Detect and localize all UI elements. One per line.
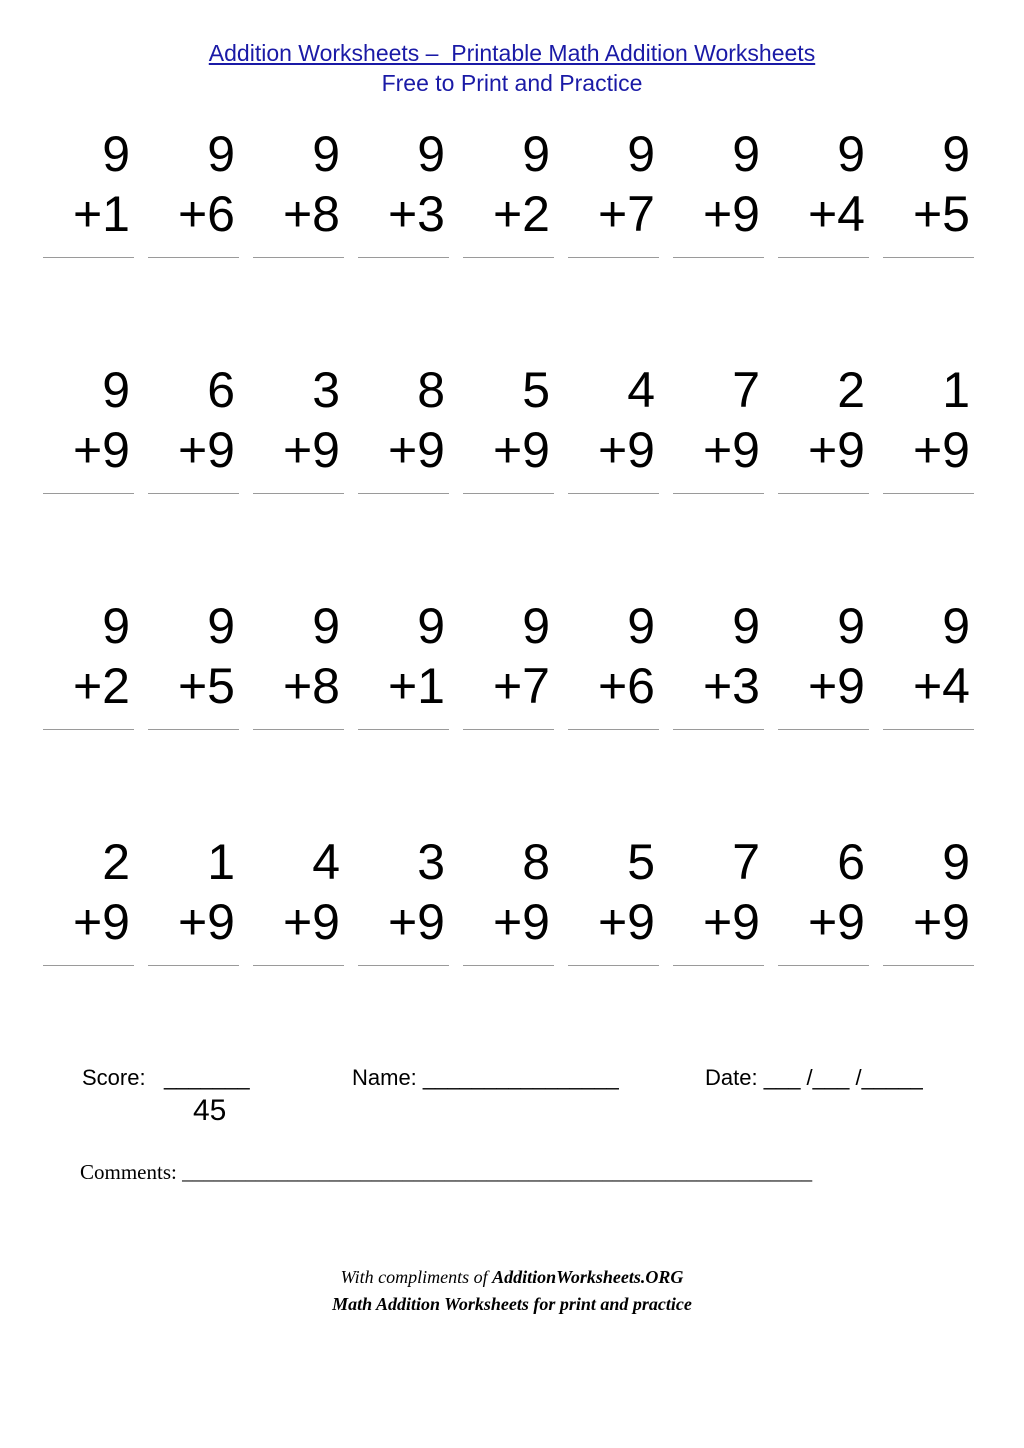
- problem-top-number: 9: [522, 598, 550, 654]
- problem-bottom-number: +8: [282, 658, 340, 714]
- problem-top-number: 6: [837, 834, 865, 890]
- addition-problem: [148, 832, 239, 1068]
- addition-problem: [673, 360, 764, 596]
- answer-line[interactable]: [148, 493, 239, 494]
- date-field: [705, 1063, 923, 1093]
- addition-problem: [253, 360, 344, 596]
- problem-bottom-number: +9: [72, 894, 130, 950]
- comments-blank: ____________________________________________________________: [182, 1160, 813, 1184]
- comments-field: [80, 1157, 812, 1187]
- problem-top-number: 9: [837, 126, 865, 182]
- date-blank: ___ /___ /_____: [763, 1065, 923, 1090]
- answer-line[interactable]: [358, 729, 449, 730]
- problem-top-number: 1: [942, 362, 970, 418]
- addition-problem: [883, 124, 974, 360]
- answer-line[interactable]: [673, 257, 764, 258]
- answer-line[interactable]: [358, 965, 449, 966]
- problem-row: [43, 360, 977, 596]
- date-label: Date:: [705, 1065, 758, 1090]
- addition-problem: [253, 124, 344, 360]
- problem-top-number: 9: [627, 598, 655, 654]
- addition-problem: [778, 360, 869, 596]
- answer-line[interactable]: [43, 493, 134, 494]
- worksheet-header: [0, 38, 1024, 98]
- addition-problem: [778, 596, 869, 832]
- worksheet-title-link[interactable]: Addition Worksheets – Printable Math Addition Worksheets: [208, 40, 816, 66]
- problem-top-number: 9: [312, 598, 340, 654]
- problem-top-number: 5: [627, 834, 655, 890]
- problem-top-number: 7: [732, 362, 760, 418]
- footer-compliments: With compliments of: [340, 1267, 493, 1287]
- addition-problem: [568, 832, 659, 1068]
- addition-problem: [778, 124, 869, 360]
- name-label: Name:: [352, 1065, 417, 1090]
- answer-line[interactable]: [883, 965, 974, 966]
- addition-problem: [463, 124, 554, 360]
- problem-bottom-number: +9: [282, 422, 340, 478]
- answer-line[interactable]: [253, 965, 344, 966]
- addition-problem: [883, 832, 974, 1068]
- problem-bottom-number: +9: [387, 422, 445, 478]
- answer-line[interactable]: [778, 729, 869, 730]
- addition-problem: [883, 596, 974, 832]
- score-blank: _______: [163, 1065, 250, 1090]
- addition-problem: [43, 832, 134, 1068]
- problem-bottom-number: +1: [387, 658, 445, 714]
- problem-top-number: 9: [942, 834, 970, 890]
- answer-line[interactable]: [463, 493, 554, 494]
- addition-problem: [883, 360, 974, 596]
- answer-line[interactable]: [883, 493, 974, 494]
- problem-bottom-number: +9: [702, 422, 760, 478]
- problem-bottom-number: +9: [282, 894, 340, 950]
- footer-line-2: [0, 1291, 1024, 1318]
- answer-line[interactable]: [43, 257, 134, 258]
- problem-bottom-number: +9: [702, 186, 760, 242]
- problem-top-number: 9: [417, 126, 445, 182]
- answer-line[interactable]: [778, 257, 869, 258]
- addition-problem: [463, 832, 554, 1068]
- problem-bottom-number: +1: [72, 186, 130, 242]
- problem-bottom-number: +4: [807, 186, 865, 242]
- answer-line[interactable]: [778, 493, 869, 494]
- problem-top-number: 9: [102, 598, 130, 654]
- addition-problem: [568, 124, 659, 360]
- answer-line[interactable]: [358, 257, 449, 258]
- answer-line[interactable]: [463, 965, 554, 966]
- problem-top-number: 1: [207, 834, 235, 890]
- problem-bottom-number: +9: [492, 894, 550, 950]
- problem-top-number: 7: [732, 834, 760, 890]
- addition-problem: [253, 832, 344, 1068]
- problem-top-number: 9: [942, 126, 970, 182]
- problem-bottom-number: +9: [807, 422, 865, 478]
- addition-problem: [673, 124, 764, 360]
- addition-problem: [358, 596, 449, 832]
- problem-bottom-number: +9: [912, 422, 970, 478]
- addition-problem: [148, 596, 239, 832]
- answer-line[interactable]: [883, 729, 974, 730]
- problem-top-number: 5: [522, 362, 550, 418]
- answer-line[interactable]: [148, 965, 239, 966]
- problem-bottom-number: +9: [492, 422, 550, 478]
- problem-top-number: 4: [312, 834, 340, 890]
- answer-line[interactable]: [148, 257, 239, 258]
- problem-top-number: 3: [417, 834, 445, 890]
- problem-bottom-number: +9: [597, 422, 655, 478]
- footer-site-name: AdditionWorksheets.ORG: [492, 1267, 684, 1287]
- problem-top-number: 9: [627, 126, 655, 182]
- problem-bottom-number: +8: [282, 186, 340, 242]
- addition-problem: [673, 832, 764, 1068]
- score-label: Score:: [82, 1065, 146, 1090]
- answer-line[interactable]: [673, 965, 764, 966]
- footer-tagline: Math Addition Worksheets for print and practice: [332, 1294, 692, 1314]
- addition-problem: [148, 360, 239, 596]
- answer-line[interactable]: [673, 729, 764, 730]
- problem-top-number: 8: [522, 834, 550, 890]
- problem-bottom-number: +6: [597, 658, 655, 714]
- problem-bottom-number: +9: [807, 894, 865, 950]
- problem-top-number: 9: [207, 598, 235, 654]
- problem-top-number: 2: [837, 362, 865, 418]
- answer-line[interactable]: [568, 729, 659, 730]
- addition-problem: [568, 596, 659, 832]
- problem-row: [43, 124, 977, 360]
- footer: [0, 1264, 1024, 1318]
- problem-top-number: 9: [732, 598, 760, 654]
- answer-line[interactable]: [43, 965, 134, 966]
- problem-top-number: 6: [207, 362, 235, 418]
- problem-bottom-number: +9: [177, 894, 235, 950]
- name-field: [352, 1063, 619, 1093]
- answer-line[interactable]: [568, 257, 659, 258]
- score-total: 45: [193, 1094, 227, 1127]
- problem-bottom-number: +9: [387, 894, 445, 950]
- answer-line[interactable]: [43, 729, 134, 730]
- addition-problem: [778, 832, 869, 1068]
- problem-bottom-number: +9: [597, 894, 655, 950]
- problem-bottom-number: +4: [912, 658, 970, 714]
- problem-bottom-number: +7: [492, 658, 550, 714]
- problem-grid: [43, 124, 977, 1068]
- problem-top-number: 9: [522, 126, 550, 182]
- problem-top-number: 8: [417, 362, 445, 418]
- answer-line[interactable]: [463, 257, 554, 258]
- problem-top-number: 9: [942, 598, 970, 654]
- answer-line[interactable]: [568, 965, 659, 966]
- addition-problem: [253, 596, 344, 832]
- name-blank: ________________: [422, 1065, 619, 1090]
- addition-problem: [43, 124, 134, 360]
- problem-bottom-number: +3: [387, 186, 445, 242]
- problem-bottom-number: +2: [72, 658, 130, 714]
- addition-problem: [358, 360, 449, 596]
- answer-line[interactable]: [253, 493, 344, 494]
- problem-bottom-number: +9: [912, 894, 970, 950]
- problem-row: [43, 596, 977, 832]
- problem-bottom-number: +9: [807, 658, 865, 714]
- problem-top-number: 9: [417, 598, 445, 654]
- addition-problem: [43, 596, 134, 832]
- answer-line[interactable]: [253, 257, 344, 258]
- problem-top-number: 4: [627, 362, 655, 418]
- addition-problem: [358, 124, 449, 360]
- answer-line[interactable]: [778, 965, 869, 966]
- answer-line[interactable]: [673, 493, 764, 494]
- problem-top-number: 3: [312, 362, 340, 418]
- answer-line[interactable]: [148, 729, 239, 730]
- problem-bottom-number: +5: [912, 186, 970, 242]
- problem-bottom-number: +9: [702, 894, 760, 950]
- problem-top-number: 9: [837, 598, 865, 654]
- answer-line[interactable]: [883, 257, 974, 258]
- addition-problem: [568, 360, 659, 596]
- problem-bottom-number: +3: [702, 658, 760, 714]
- answer-line[interactable]: [253, 729, 344, 730]
- answer-line[interactable]: [463, 729, 554, 730]
- problem-top-number: 2: [102, 834, 130, 890]
- problem-row: [43, 832, 977, 1068]
- addition-problem: [463, 360, 554, 596]
- problem-top-number: 9: [207, 126, 235, 182]
- problem-bottom-number: +9: [72, 422, 130, 478]
- addition-problem: [358, 832, 449, 1068]
- footer-line-1: [0, 1264, 1024, 1291]
- problem-top-number: 9: [732, 126, 760, 182]
- problem-bottom-number: +6: [177, 186, 235, 242]
- problem-top-number: 9: [312, 126, 340, 182]
- addition-problem: [463, 596, 554, 832]
- score-field: [82, 1063, 250, 1093]
- answer-line[interactable]: [568, 493, 659, 494]
- worksheet-subtitle: Free to Print and Practice: [381, 70, 643, 96]
- addition-problem: [673, 596, 764, 832]
- addition-problem: [43, 360, 134, 596]
- answer-line[interactable]: [358, 493, 449, 494]
- problem-bottom-number: +7: [597, 186, 655, 242]
- problem-top-number: 9: [102, 126, 130, 182]
- problem-bottom-number: +2: [492, 186, 550, 242]
- comments-label: Comments:: [80, 1160, 177, 1184]
- addition-problem: [148, 124, 239, 360]
- problem-bottom-number: +5: [177, 658, 235, 714]
- problem-top-number: 9: [102, 362, 130, 418]
- problem-bottom-number: +9: [177, 422, 235, 478]
